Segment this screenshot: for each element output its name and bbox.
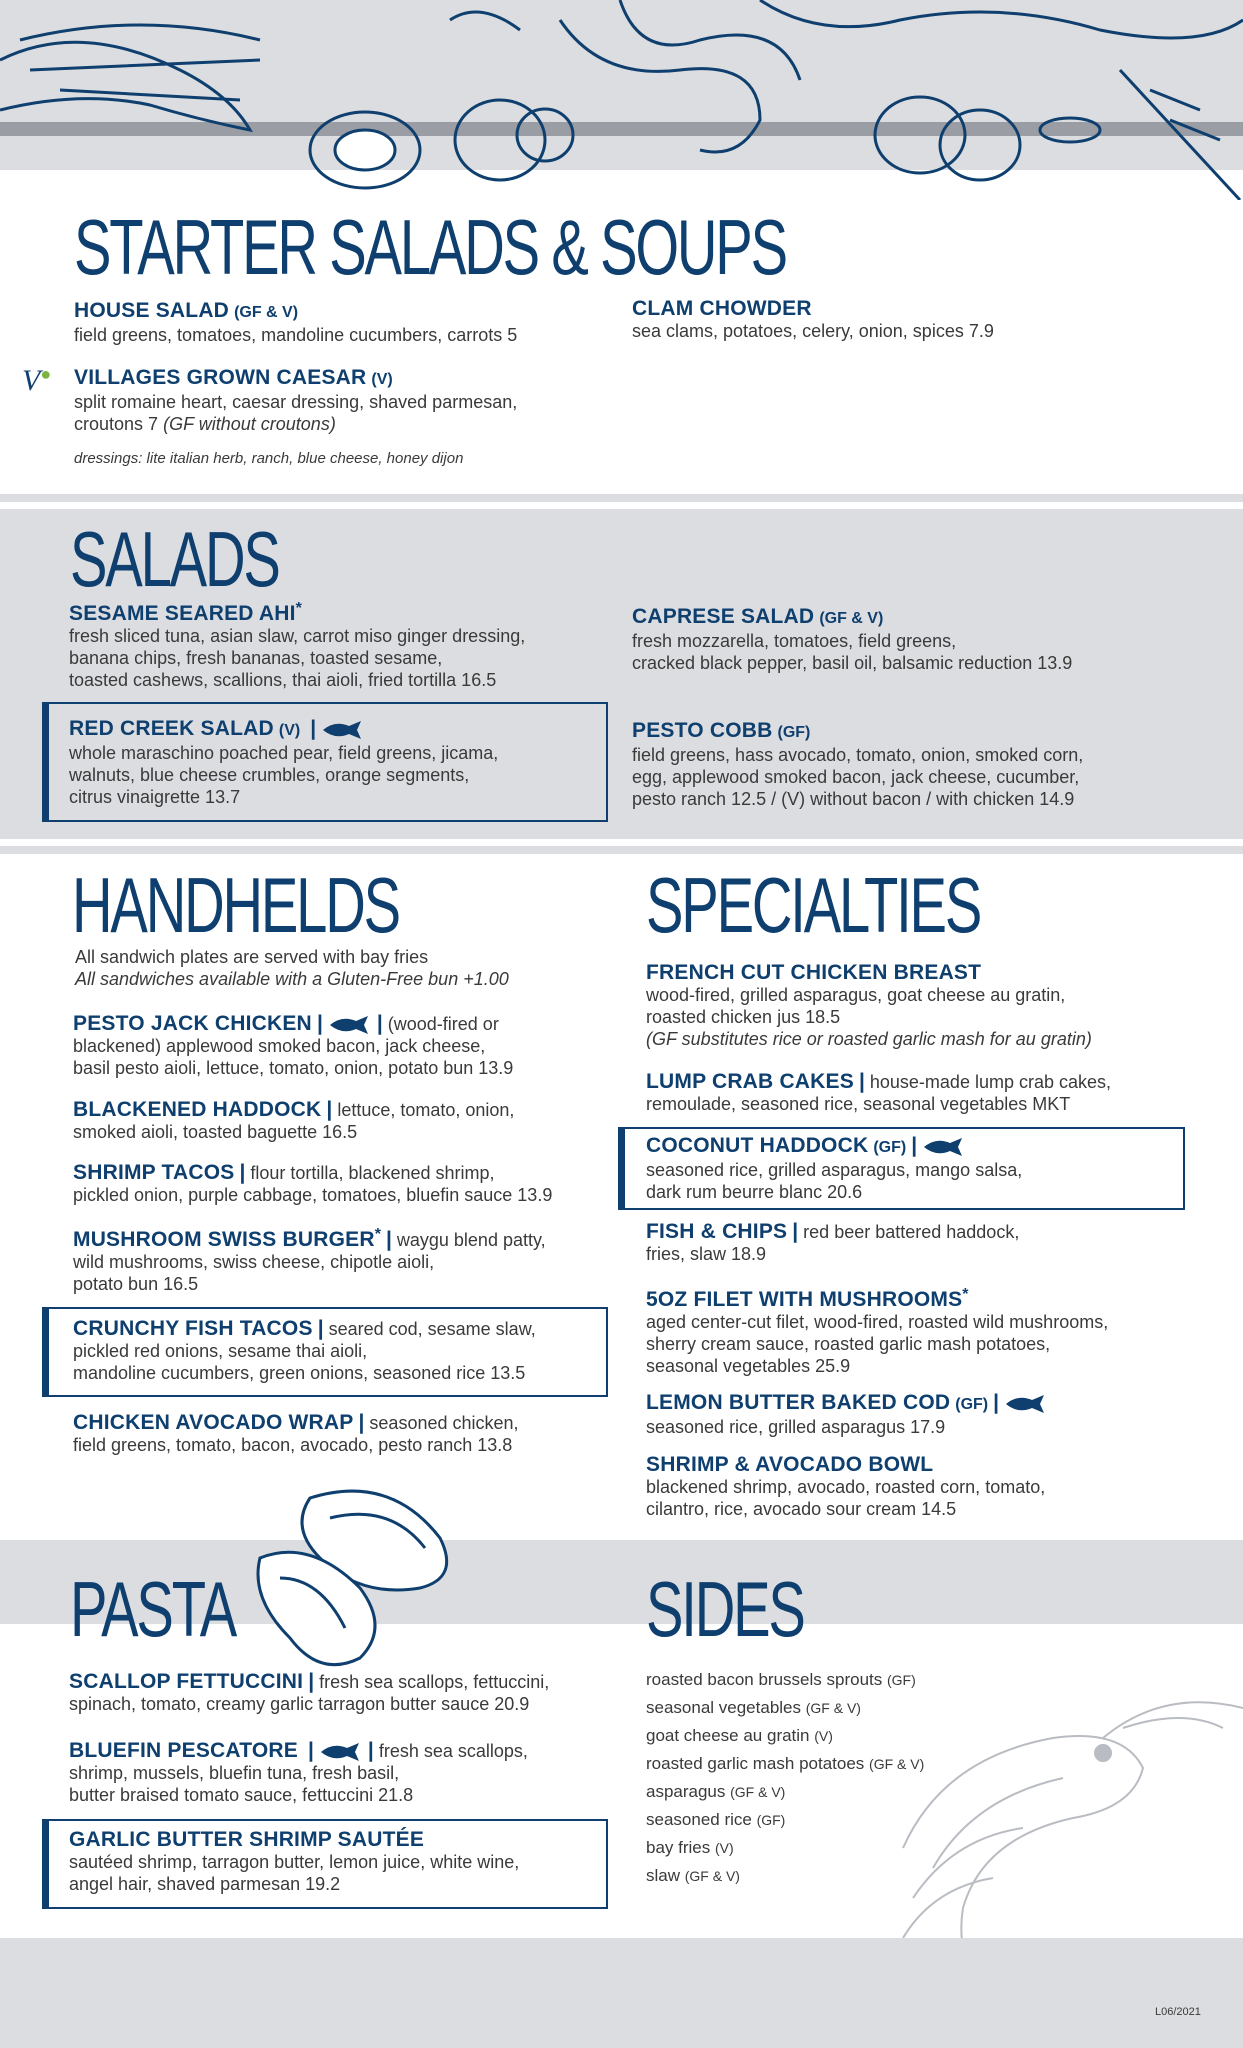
item-desc-0: waygu blend patty, [396,1230,546,1250]
item-desc-2: sherry cream sauce, roasted garlic mash potatoes, [646,1334,1051,1354]
item-desc-1: smoked aioli, toasted baguette 16.5 [73,1122,358,1142]
item-desc-3: toasted cashews, scallions, thai aioli, fried tortilla 16.5 [69,670,497,690]
fish-icon [319,1742,363,1762]
salads-divider [0,846,1243,854]
item-desc-1: wild mushrooms, swiss cheese, chipotle aioli, [73,1252,435,1272]
item-desc-2: egg, applewood smoked bacon, jack cheese, cucumber, [632,767,1080,787]
item-tag: (GF) [873,1139,907,1156]
item-desc-2: walnuts, blue cheese crumbles, orange segments, [69,765,470,785]
item-name: PESTO JACK CHICKEN [73,1012,312,1035]
menu-item-filet-mushrooms [646,1284,1236,1377]
item-desc-1: fresh mozzarella, tomatoes, field greens, [632,631,957,651]
item-pipe: | [993,1391,1000,1414]
item-desc-2: banana chips, fresh bananas, toasted sesame, [69,648,443,668]
menu-item-coconut-haddock [646,1135,1176,1203]
item-desc-2: mandoline cucumbers, green onions, seasoned rice 13.5 [73,1363,526,1383]
fish-icon [922,1137,966,1157]
side-name: seasonal vegetables [646,1698,802,1717]
item-desc-2: basil pesto aioli, lettuce, tomato, onion, potato bun 13.9 [73,1058,514,1079]
item-pipe: | [358,1411,365,1434]
item-tag: (GF) [955,1396,989,1413]
item-name: CHICKEN AVOCADO WRAP [73,1411,354,1434]
item-desc-1: whole maraschino poached pear, field greens, jicama, [69,743,499,763]
side-name: bay fries [646,1838,711,1857]
menu-item-crunchy-fish-tacos [73,1318,603,1384]
item-name: FISH & CHIPS [646,1220,788,1243]
item-desc-2: potato bun 16.5 [73,1274,199,1294]
item-desc-1: pickled red onions, sesame thai aioli, [73,1341,368,1361]
menu-item-french-cut-chicken [646,962,1226,1050]
side-item [646,1754,924,1774]
item-name: BLUEFIN PESCATORE [69,1739,298,1762]
item-sup: * [962,1286,969,1303]
item-desc-0: red beer battered haddock, [803,1222,1020,1242]
item-desc: sea clams, potatoes, celery, onion, spices 7.9 [632,321,994,341]
salads-band [0,494,1243,502]
item-desc-2: roasted chicken jus 18.5 [646,1007,841,1027]
item-name: SHRIMP & AVOCADO BOWL [646,1453,934,1476]
side-item [646,1810,785,1830]
side-name: seasoned rice [646,1810,752,1829]
menu-item-lemon-butter-cod [646,1392,1236,1438]
item-desc-1: aged center-cut filet, wood-fired, roasted wild mushrooms, [646,1312,1109,1332]
section-title-starter: STARTER SALADS & SOUPS [74,203,786,291]
item-pipe: | [308,1670,315,1693]
side-item [646,1726,833,1746]
menu-item-bluefin-pescatore [69,1740,629,1806]
side-tag: (GF & V) [805,1700,861,1716]
side-name: asparagus [646,1782,726,1801]
menu-item-pesto-jack [73,1013,613,1079]
menu-item-shrimp-tacos [73,1162,633,1206]
menu-item-caesar [74,367,634,435]
item-desc-3: pesto ranch 12.5 / (V) without bacon / with chicken 14.9 [632,789,1075,809]
item-pipe-2: | [367,1739,374,1762]
side-tag: (GF & V) [869,1756,925,1772]
footer-band [0,1938,1243,2048]
item-tag: (GF & V) [234,304,299,321]
villages-logo-letter: V [22,364,41,397]
item-desc-1: pickled onion, purple cabbage, tomatoes, bluefin sauce 13.9 [73,1185,553,1205]
item-pipe: | [239,1161,246,1184]
item-name: CRUNCHY FISH TACOS [73,1317,313,1340]
section-title-salads: SALADS [70,515,279,603]
menu-item-pesto-cobb [632,720,1232,810]
side-tag: (V) [714,1840,734,1856]
villages-logo-icon: V● [22,364,52,397]
item-name: HOUSE SALAD [74,299,230,322]
item-pipe: | [316,1012,323,1035]
item-desc-0: seared cod, sesame slaw, [328,1319,536,1339]
item-name: SESAME SEARED AHI [69,602,296,625]
section-title-handhelds: HANDHELDS [72,861,399,949]
item-desc-1: blackened shrimp, avocado, roasted corn, tomato, [646,1477,1046,1497]
menu-item-blackened-haddock [73,1099,613,1143]
side-tag: (GF) [886,1672,916,1688]
item-desc-0: fresh sea scallops, fettuccini, [319,1672,550,1692]
side-name: goat cheese au gratin [646,1726,810,1745]
item-desc-3: citrus vinaigrette 13.7 [69,787,241,807]
menu-item-fish-chips [646,1221,1226,1265]
item-sup: * [374,1226,381,1243]
item-tag: (GF & V) [819,610,884,627]
item-name: SCALLOP FETTUCCINI [69,1670,304,1693]
section-title-specialties: SPECIALTIES [646,861,981,949]
mussel-icon [250,1478,470,1678]
item-name: VILLAGES GROWN CAESAR [74,366,367,389]
menu-item-caprese [632,606,1212,674]
side-item [646,1782,785,1802]
item-name: MUSHROOM SWISS BURGER [73,1228,375,1251]
side-item [646,1670,916,1690]
item-name: CAPRESE SALAD [632,605,815,628]
section-title-sides: SIDES [646,1565,804,1653]
side-tag: (V) [814,1728,833,1744]
item-tag: (V) [278,722,301,739]
item-tag: (V) [371,371,393,388]
item-desc-2: cilantro, rice, avocado sour cream 14.5 [646,1499,957,1519]
item-desc-2: croutons 7 [74,414,159,434]
item-tag: (GF) [777,724,811,741]
side-item [646,1866,740,1886]
item-desc-1: sautéed shrimp, tarragon butter, lemon juice, white wine, [69,1852,520,1872]
item-name: LUMP CRAB CAKES [646,1070,854,1093]
menu-item-sesame-ahi [69,598,629,691]
item-name: GARLIC BUTTER SHRIMP SAUTÉE [69,1828,425,1851]
item-name: LEMON BUTTER BAKED COD [646,1391,951,1414]
fish-icon [328,1015,372,1035]
side-tag: (GF & V) [730,1784,786,1800]
menu-item-mushroom-swiss [73,1224,633,1295]
side-item [646,1838,734,1858]
fish-icon [1004,1394,1048,1414]
item-desc-1: seasoned rice, grilled asparagus, mango salsa, [646,1160,1023,1180]
item-pipe-2: | [376,1012,383,1035]
item-name: BLACKENED HADDOCK [73,1098,322,1121]
header-illustration [0,0,1243,170]
handhelds-note-1: All sandwich plates are served with bay fries [75,947,429,967]
side-item [646,1698,861,1718]
item-desc-1: field greens, hass avocado, tomato, onion, smoked corn, [632,745,1084,765]
side-name: roasted garlic mash potatoes [646,1754,865,1773]
item-desc-2: butter braised tomato sauce, fettuccini 21.8 [69,1785,414,1806]
item-pipe: | [326,1098,333,1121]
side-name: roasted bacon brussels sprouts [646,1670,883,1689]
item-desc-1: blackened) applewood smoked bacon, jack cheese, [73,1036,486,1057]
item-desc-1: field greens, tomato, bacon, avocado, pesto ranch 13.8 [73,1435,513,1455]
item-pipe: | [858,1070,865,1093]
item-desc-1: wood-fired, grilled asparagus, goat cheese au gratin, [646,985,1066,1005]
item-desc-1: spinach, tomato, creamy garlic tarragon butter sauce 20.9 [69,1694,530,1714]
footer-code: L06/2021 [1155,2006,1201,2018]
item-desc-0: seasoned chicken, [369,1413,519,1433]
item-name: CLAM CHOWDER [632,297,812,320]
item-desc-0: fresh sea scallops, [378,1741,528,1761]
item-pipe: | [385,1228,392,1251]
item-name: 5OZ FILET WITH MUSHROOMS [646,1288,963,1311]
menu-item-chicken-avocado-wrap [73,1412,633,1456]
item-pipe: | [911,1134,918,1157]
seafood-illustration-icon [0,0,1243,200]
item-desc-1: fresh sliced tuna, asian slaw, carrot miso ginger dressing, [69,626,526,646]
item-pipe: | [310,717,317,740]
menu-item-garlic-butter-shrimp [69,1829,599,1895]
item-sup: * [295,600,302,617]
item-name: SHRIMP TACOS [73,1161,235,1184]
item-desc-note: (GF without croutons) [163,414,336,434]
item-desc-2: cracked black pepper, basil oil, balsamic reduction 13.9 [632,653,1073,673]
item-pipe: | [317,1317,324,1340]
side-tag: (GF) [756,1812,786,1828]
section-title-pasta: PASTA [70,1565,236,1653]
item-pipe: | [308,1739,314,1762]
item-name: COCONUT HADDOCK [646,1134,869,1157]
item-desc-1: shrimp, mussels, bluefin tuna, fresh basil, [69,1763,400,1784]
side-name: slaw [646,1866,681,1885]
item-desc-1: fries, slaw 18.9 [646,1244,767,1264]
item-desc-2: dark rum beurre blanc 20.6 [646,1182,863,1202]
item-desc: split romaine heart, caesar dressing, shaved parmesan, [74,392,518,412]
dressings-note: dressings: lite italian herb, ranch, blue cheese, honey dijon [74,450,464,467]
menu-item-scallop-fettuccini [69,1671,639,1715]
item-desc-0: flour tortilla, blackened shrimp, [250,1163,495,1183]
item-desc-1: seasoned rice, grilled asparagus 17.9 [646,1417,946,1437]
item-desc-3: seasonal vegetables 25.9 [646,1356,851,1376]
item-name: FRENCH CUT CHICKEN BREAST [646,961,982,984]
menu-item-clam-chowder [632,298,1192,342]
handhelds-note-2: All sandwiches available with a Gluten-Free bun +1.00 [75,969,509,989]
item-desc-1: remoulade, seasoned rice, seasonal vegetables MKT [646,1094,1071,1114]
menu-item-red-creek [69,718,599,808]
item-desc-0: house-made lump crab cakes, [869,1072,1112,1092]
item-desc-0: (wood-fired or [387,1014,499,1034]
fish-icon [321,720,365,740]
menu-item-lump-crab-cakes [646,1071,1226,1115]
item-name: RED CREEK SALAD [69,717,274,740]
menu-item-house-salad [74,300,614,346]
item-desc: field greens, tomatoes, mandoline cucumbers, carrots 5 [74,325,518,345]
item-pipe: | [792,1220,799,1243]
side-tag: (GF & V) [684,1868,740,1884]
item-name: PESTO COBB [632,719,773,742]
item-desc-2: angel hair, shaved parmesan 19.2 [69,1874,341,1894]
menu-item-shrimp-avocado-bowl [646,1454,1236,1520]
item-desc-0: lettuce, tomato, onion, [337,1100,515,1120]
item-desc-3: (GF substitutes rice or roasted garlic mash for au gratin) [646,1029,1092,1049]
